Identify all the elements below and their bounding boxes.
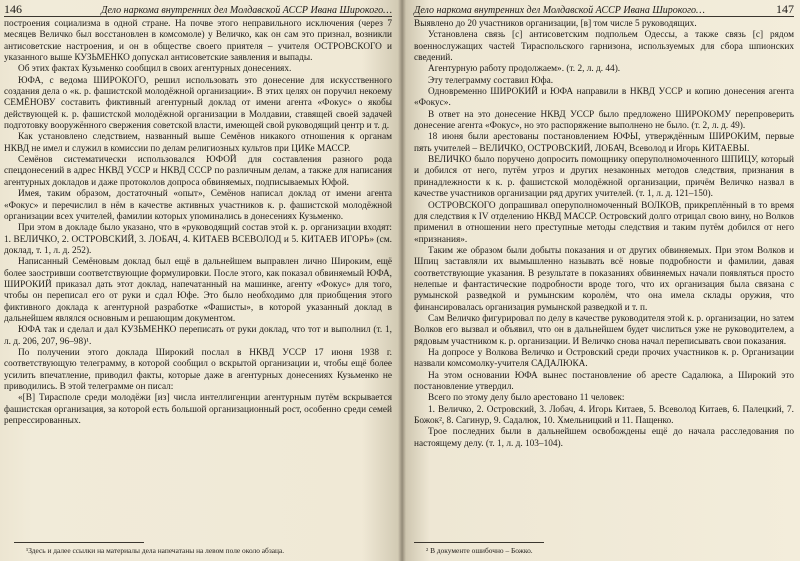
- paragraph: построения социализма в одной стране. На почве этого неправильного исключения (через 7 месяцев Величко был восстановлен в комсомоле) у Величко, как он сам это признал, возникли антисоветские настроения, и он в обществе своего приятеля – учителя ОСТРОВСКОГО и указанного выше КУЗЬМЕНКО допускал антисоветские заявления и выпады.: [4, 19, 392, 64]
- paragraph: Написанный Семёновым доклад был ещё в дальнейшем выправлен лично Широким, ещё более заостривши соответствующие формулировки. После этого, как показал обвиняемый ЮФА, ШИРОКИЙ приказал дать этот доклад, напечатанный на машинке, агенту «Фокус» для того, чтобы он переписал его от руки и сдал Юфе. Это было необходимо для приобщения этого фиктивного доклада к агентурной разработке «Фашисты», в которой указанный доклад в дальнейшем являлся основным и решающим документом.: [4, 257, 392, 324]
- paragraph: ОСТРОВСКОГО допрашивал оперуполномоченный ВОЛКОВ, прикреплённый в то время для следствия к IV отделению НКВД МАССР. Островский долго отрицал свою вину, но Волков применил в отношении него преступные методы следствия и таким путём добился от него «признания».: [414, 200, 794, 245]
- left-page-body: [4, 19, 392, 427]
- paragraph: Одновременно ШИРОКИЙ и ЮФА направили в НКВД УССР и копию донесения агента «Фокус».: [414, 87, 794, 109]
- paragraph: На допросе у Волкова Величко и Островский среди прочих участников к. р. Организации назвали комсомолку-учителя САДАЛЮКА.: [414, 347, 794, 370]
- paragraph: Имея, таким образом, достаточный «опыт», Семёнов написал доклад от имени агента «Фокус» и перечислил в нём в качестве активных участников к. р. фашистской молодёжной организации всех учителей, фамилии которых упоминались в донесениях Кузьменко.: [4, 189, 392, 222]
- paragraph: ЮФА так и сделал и дал КУЗЬМЕНКО переписать от руки доклад, что тот и выполнил (т. 1, л. д. 206, 207, 96–98)¹.: [4, 325, 392, 347]
- paragraph: По получении этого доклада Широкий послал в НКВД УССР 17 июня 1938 г. соответствующую телеграмму, в которой сообщил о вскрытой организации и, чтобы ещё более усилить впечатление, приводил факты, которые даже в агентурных донесениях Кузьменко не приводились. В этой телеграмме он писал:: [4, 347, 392, 392]
- right-page: [402, 0, 800, 561]
- paragraph: На этом основании ЮФА вынес постановление об аресте Садалюка, а Широкий это постановление утвердил.: [414, 370, 794, 392]
- page-number: 146: [4, 2, 22, 16]
- paragraph: Семёнов систематически использовался ЮФОЙ для составления разного рода спецдонесений в адрес НКВД УССР и НКВД СССР по различным делам, а также для написания агентурных докладов и даже протоколов допроса обвиняемых, подписываемых Юфой.: [4, 155, 392, 188]
- paragraph: 18 июня были арестованы постановлением ЮФЫ, утверждённым ШИРОКИМ, первые пять учителей – ВЕЛИЧКО, ОСТРОВСКИЙ, ЛОБАЧ, Всеволод и Игорь КИТАЕВЫ.: [414, 132, 794, 154]
- footnote: ² В документе ошибочно – Божко.: [426, 546, 533, 555]
- right-footnotes: [402, 542, 800, 561]
- paragraph: Выявлено до 20 участников организации, [в] том числе 5 руководящих.: [414, 19, 697, 29]
- paragraph: Трое последних были в дальнейшем освобождены ещё до начала расследования по настоящему делу. (т. 1, л. д. 103–104).: [414, 427, 794, 449]
- paragraph: Эту телеграмму составил Юфа.: [428, 75, 554, 86]
- paragraph: При этом в докладе было указано, что в «руководящий состав этой к. р. организации входят: 1. ВЕЛИЧКО, 2. ОСТРОВСКИЙ, 3. ЛОБАЧ, 4. КИТАЕВ ВСЕВОЛОД и 5. КИТАЕВ ИГОРЬ» (см. доклад, т. 1, л. д. 252).: [4, 223, 392, 256]
- right-page-body: [414, 19, 794, 450]
- running-title: Дело наркома внутренних дел Молдавской АССР Ивана Широкого…: [101, 5, 392, 16]
- paragraph: Таким же образом были добыты показания и от других обвиняемых. При этом Волков и Шпиц заставляли их вымышленно называть всё новые подробности и фамилии, давая соответствующие указания. В результате в показаниях обвиняемых начали появляться просто нелепые и фантастические подробности вроде того, что их организация была связана с румынской разведкой и румынским королём, что она имела склады оружия, что финансировалась организация румынской разведкой и т. п.: [414, 245, 794, 313]
- page-number: 147: [776, 2, 794, 16]
- paragraph: Как установлено следствием, названный выше Семёнов никакого отношения к органам НКВД не имел и служил в комиссии по делам религиозных культов при ЦИКе МАССР.: [4, 132, 392, 154]
- paragraph: Сам Величко фигурировал по делу в качестве руководителя этой к. р. организации, но затем Волков его вызвал и объявил, что он в дальнейшем будет числиться уже не руководителем, а рядовым участником к. р. организации. И Величко снова начал переписывать свои показания.: [414, 313, 794, 347]
- paragraph: Всего по этому делу было арестовано 11 человек:: [428, 393, 625, 404]
- footnote-rule: [14, 542, 144, 543]
- left-footnotes: [0, 542, 402, 561]
- paragraph: Установлена связь [с] антисоветским подпольем Одессы, а также связь [с] рядом военнослужащих частей Тираспольского гарнизона, используемых для сбора шпионских сведений.: [414, 30, 794, 64]
- paragraph: ВЕЛИЧКО было поручено допросить помощнику оперуполномоченного ШПИЦУ, который и добился от него, путём угроз и других незаконных методов следствия, признания в принадлежности к к. р. фашистской молодёжной организации, причём Величко назвал в качестве участников организации ряд других учителей. (т. 1, л. д. 121–150).: [414, 155, 794, 200]
- paragraph: В ответ на это донесение НКВД УССР было предложено ШИРОКОМУ перепроверить донесение агента «Фокус», но это распоряжение выполнено не было. (т. 2, л. д. 49).: [414, 109, 794, 132]
- running-title: Дело наркома внутренних дел Молдавской АССР Ивана Широкого…: [414, 5, 705, 16]
- paragraph: ЮФА, с ведома ШИРОКОГО, решил использовать это донесение для искусственного создания дела о «к. р. фашистской молодёжной организации». В этих целях он поручил некоему СЕМЁНОВУ составить фиктивный агентурный доклад от имени агента «Фокус» о якобы действующей к. р. фашистской молодёжной организации в Молдавии, ставящей своей задачей подготовку вооружённого свержения советской власти, имеющей свой руководящий центр и т. д.: [4, 75, 392, 132]
- right-page-header: [414, 2, 794, 17]
- left-page-header: [4, 2, 392, 17]
- footnote-rule: [414, 542, 544, 543]
- footnote: ¹Здесь и далее ссылки на материалы дела напечатаны на левом поле около абзаца.: [26, 546, 285, 555]
- paragraph: 1. Величко, 2. Островский, 3. Лобач, 4. Игорь Китаев, 5. Всеволод Китаев, 6. Палецкий, 7. Божок², 8. Сагинур, 9. Садалюк, 10. Хмельницкий и 11. Пащенко.: [414, 404, 794, 427]
- paragraph: Агентурную работу продолжаем». (т. 2, л. д. 44).: [428, 64, 621, 75]
- paragraph: «[В] Тирасполе среди молодёжи [из] числа интеллигенции агентурным путём вскрывается фашистская организация, за которой есть большой организационный рост, особенно среди семей репрессированных.: [4, 393, 392, 427]
- paragraph: Об этих фактах Кузьменко сообщил в своих агентурных донесениях.: [18, 64, 292, 75]
